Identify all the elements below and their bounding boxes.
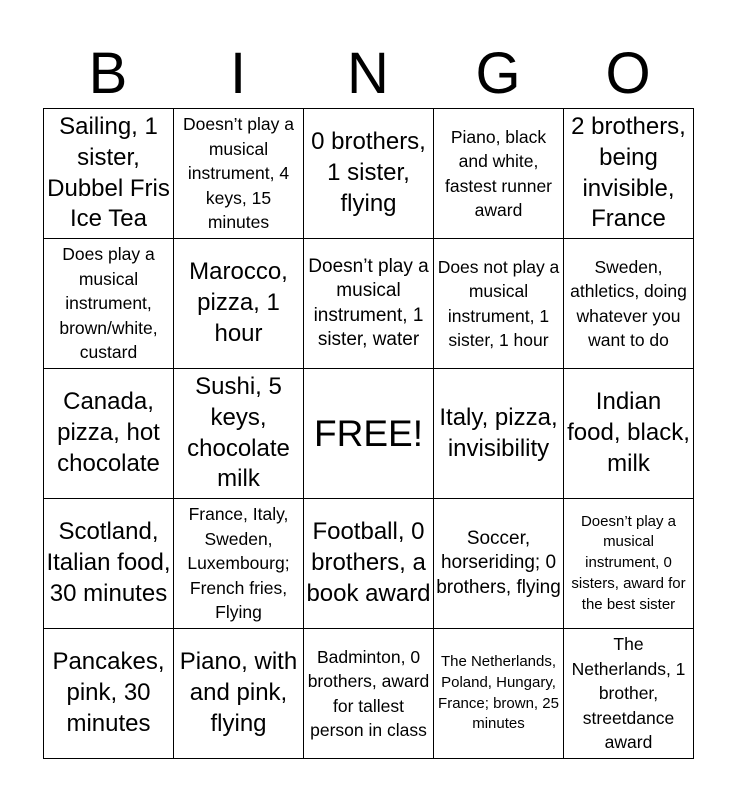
bingo-cell [564, 499, 694, 629]
grid-row [44, 369, 694, 499]
cell-text: Doesn’t play a musical instrument, 1 sister, water [308, 255, 429, 350]
bingo-cell [434, 109, 564, 239]
bingo-cell [304, 239, 434, 369]
bingo-cell [44, 369, 174, 499]
header-letter-o: O [605, 41, 651, 106]
bingo-cell [44, 629, 174, 759]
cell-text: Piano, with and pink, flying [179, 648, 298, 737]
grid-row [44, 109, 694, 239]
bingo-cell [174, 629, 304, 759]
cell-text: Football, 0 brothers, a book award [306, 518, 431, 607]
cell-text: The Netherlands, 1 brother, streetdance award [571, 634, 686, 753]
bingo-cell [304, 109, 434, 239]
cell-text: Pancakes, pink, 30 minutes [52, 648, 165, 737]
grid-row [44, 239, 694, 369]
grid-row [44, 629, 694, 759]
cell-text: Piano, black and white, fastest runner award [445, 126, 552, 220]
bingo-cell [434, 629, 564, 759]
cell-text: Doesn’t play a musical instrument, 0 sisters, award for the best sister [571, 512, 686, 613]
cell-text: 2 brothers, being invisible, France [571, 113, 686, 233]
cell-text: Sailing, 1 sister, Dubbel Fris Ice Tea [47, 113, 170, 233]
bingo-cell [564, 239, 694, 369]
cell-text: France, Italy, Sweden, Luxembourg; French fries, Flying [187, 504, 290, 623]
bingo-cell [174, 239, 304, 369]
bingo-cell [304, 499, 434, 629]
bingo-cell [44, 239, 174, 369]
bingo-cell [564, 629, 694, 759]
cell-text: The Netherlands, Poland, Hungary, France; brown, 25 minutes [438, 653, 559, 733]
cell-text: Canada, pizza, hot chocolate [57, 388, 160, 477]
bingo-cell [434, 239, 564, 369]
bingo-cell [174, 499, 304, 629]
cell-text: Sweden, athletics, doing whatever you want to do [570, 256, 687, 350]
bingo-cell [564, 369, 694, 499]
header-letter-i: I [229, 41, 247, 106]
bingo-cell [174, 369, 304, 499]
cell-text: Soccer, horseriding; 0 brothers, flying [436, 528, 561, 598]
bingo-cell [44, 109, 174, 239]
cell-text: Sushi, 5 keys, chocolate milk [187, 373, 290, 493]
cell-text: 0 brothers, 1 sister, flying [311, 128, 426, 217]
header-letter-b: B [88, 41, 128, 106]
free-space-label: FREE! [314, 413, 423, 454]
cell-text: Does not play a musical instrument, 1 sister, 1 hour [437, 256, 560, 350]
bingo-cell [174, 109, 304, 239]
bingo-cell [44, 499, 174, 629]
free-space-cell [304, 369, 434, 499]
cell-text: Marocco, pizza, 1 hour [189, 258, 288, 347]
header-letter-n: N [347, 41, 389, 106]
cell-text: Italy, pizza, invisibility [439, 403, 558, 462]
cell-text: Doesn’t play a musical instrument, 4 keys, 15 minutes [183, 114, 294, 233]
cell-text: Indian food, black, milk [567, 388, 690, 477]
cell-text: Badminton, 0 brothers, award for tallest person in class [307, 646, 430, 740]
bingo-cell [434, 369, 564, 499]
cell-text: Does play a musical instrument, brown/white, custard [59, 244, 158, 363]
header-letter-g: G [475, 41, 521, 106]
bingo-cell [564, 109, 694, 239]
grid-row [44, 499, 694, 629]
bingo-cell [434, 499, 564, 629]
bingo-grid [43, 108, 694, 759]
cell-text: Scotland, Italian food, 30 minutes [46, 518, 171, 607]
bingo-cell [304, 629, 434, 759]
bingo-header [43, 40, 693, 108]
